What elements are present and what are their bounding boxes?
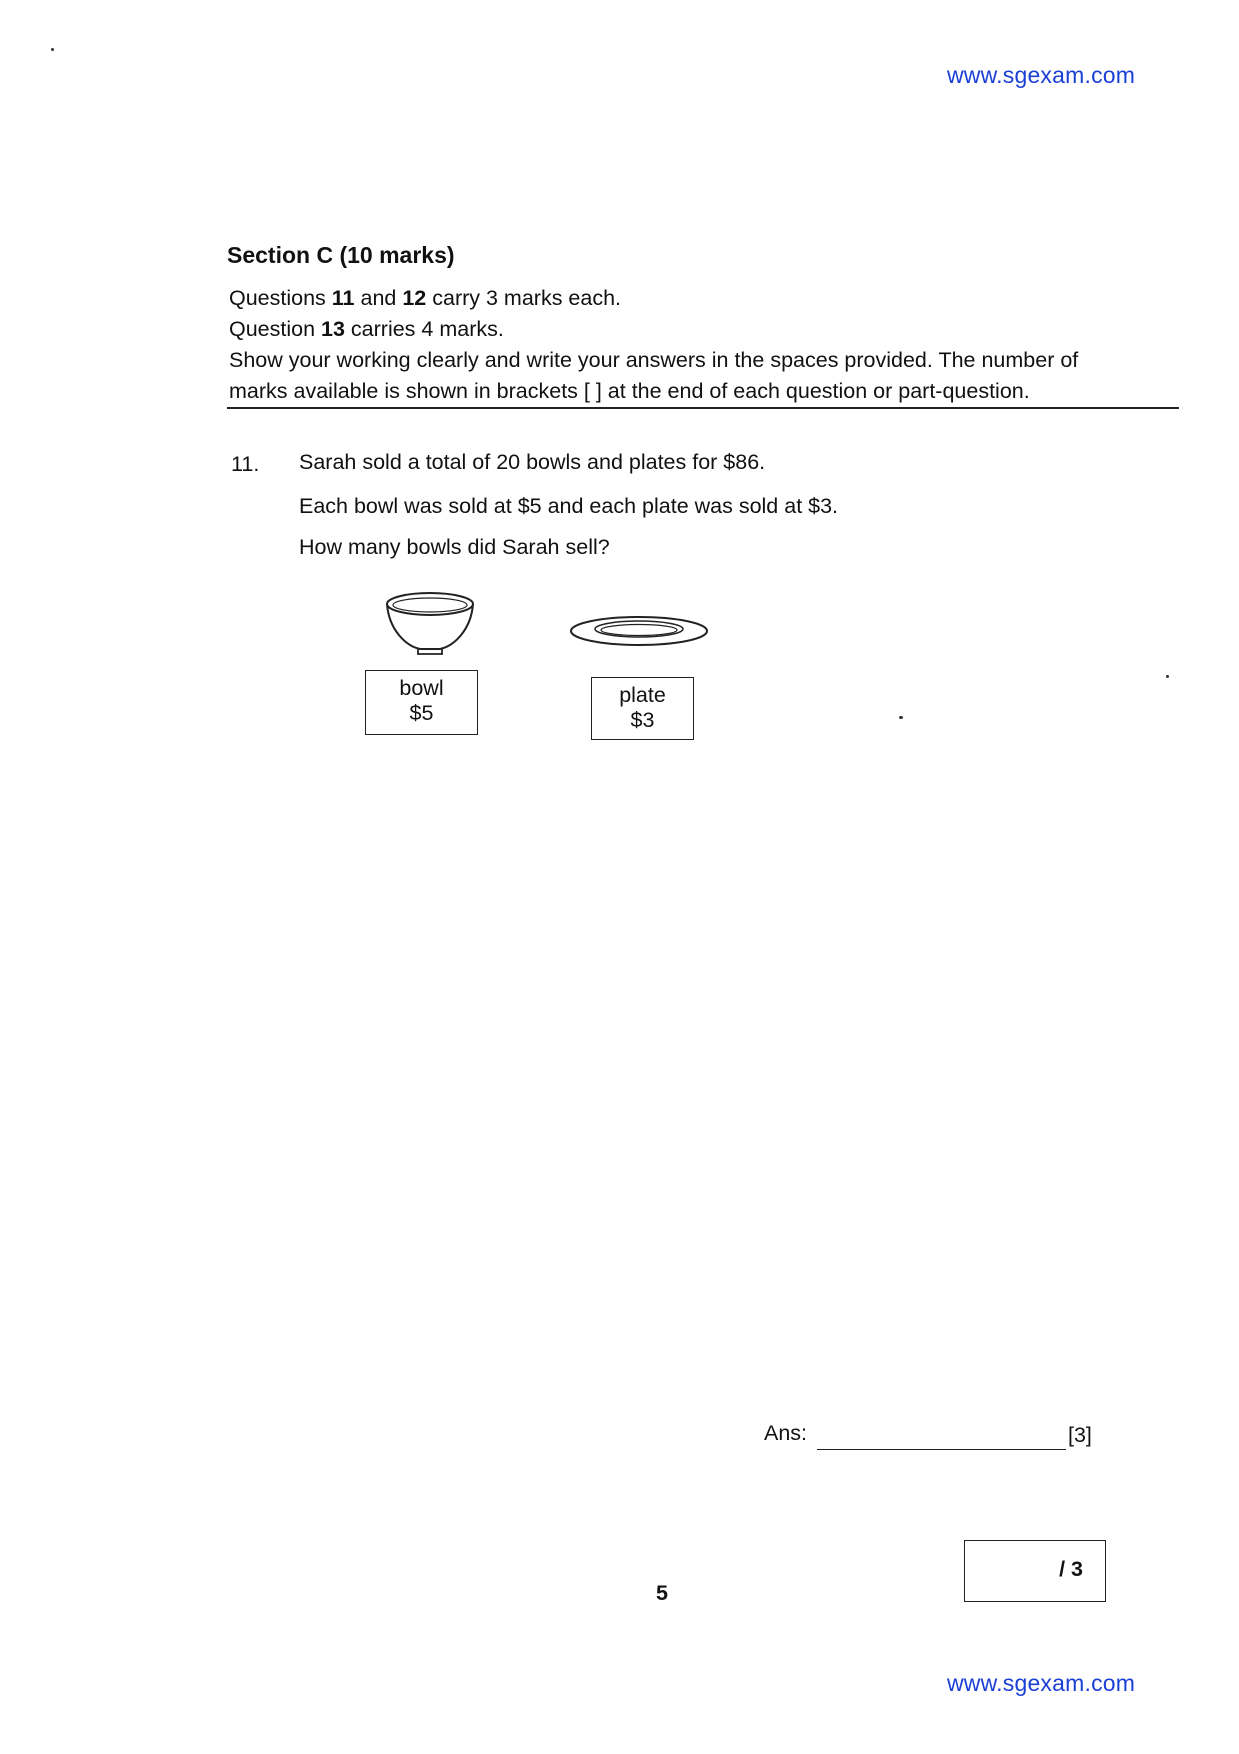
instructions-line-2: Question 13 carries 4 marks. xyxy=(229,317,504,341)
score-text: / 3 xyxy=(1059,1557,1083,1581)
instructions-line-3: Show your working clearly and write your answers in the spaces provided. The number of xyxy=(229,348,1079,372)
question-text-line-1: Sarah sold a total of 20 bowls and plates for $86. xyxy=(299,450,766,474)
section-title: Section C (10 marks) xyxy=(227,242,455,268)
bowl-icon xyxy=(384,590,476,658)
answer-line[interactable] xyxy=(817,1449,1066,1450)
score-box xyxy=(964,1540,1106,1602)
plate-icon xyxy=(568,612,710,650)
instructions-line-1: Questions 11 and 12 carry 3 marks each. xyxy=(229,286,622,310)
question-text-line-3: How many bowls did Sarah sell? xyxy=(299,535,610,559)
page-number: 5 xyxy=(656,1581,668,1605)
header-url[interactable]: www.sgexam.com xyxy=(947,62,1136,88)
scan-speck xyxy=(899,716,903,719)
bowl-label: bowl xyxy=(399,676,444,700)
bowl-price: $5 xyxy=(409,701,434,725)
plate-price: $3 xyxy=(630,708,655,732)
section-divider xyxy=(227,407,1179,409)
scan-speck xyxy=(1166,675,1169,678)
bowl-price-box xyxy=(365,670,478,735)
instructions-line-4: marks available is shown in brackets [ ] at the end of each question or part-question. xyxy=(229,379,1030,403)
question-text-line-2: Each bowl was sold at $5 and each plate was sold at $3. xyxy=(299,494,839,518)
scan-speck xyxy=(51,48,54,51)
plate-price-box xyxy=(591,677,694,740)
question-number: 11. xyxy=(231,452,260,476)
footer-url[interactable]: www.sgexam.com xyxy=(947,1670,1136,1696)
plate-label: plate xyxy=(619,683,666,707)
answer-label: Ans: xyxy=(764,1421,808,1445)
answer-marks: [3] xyxy=(1068,1423,1092,1447)
